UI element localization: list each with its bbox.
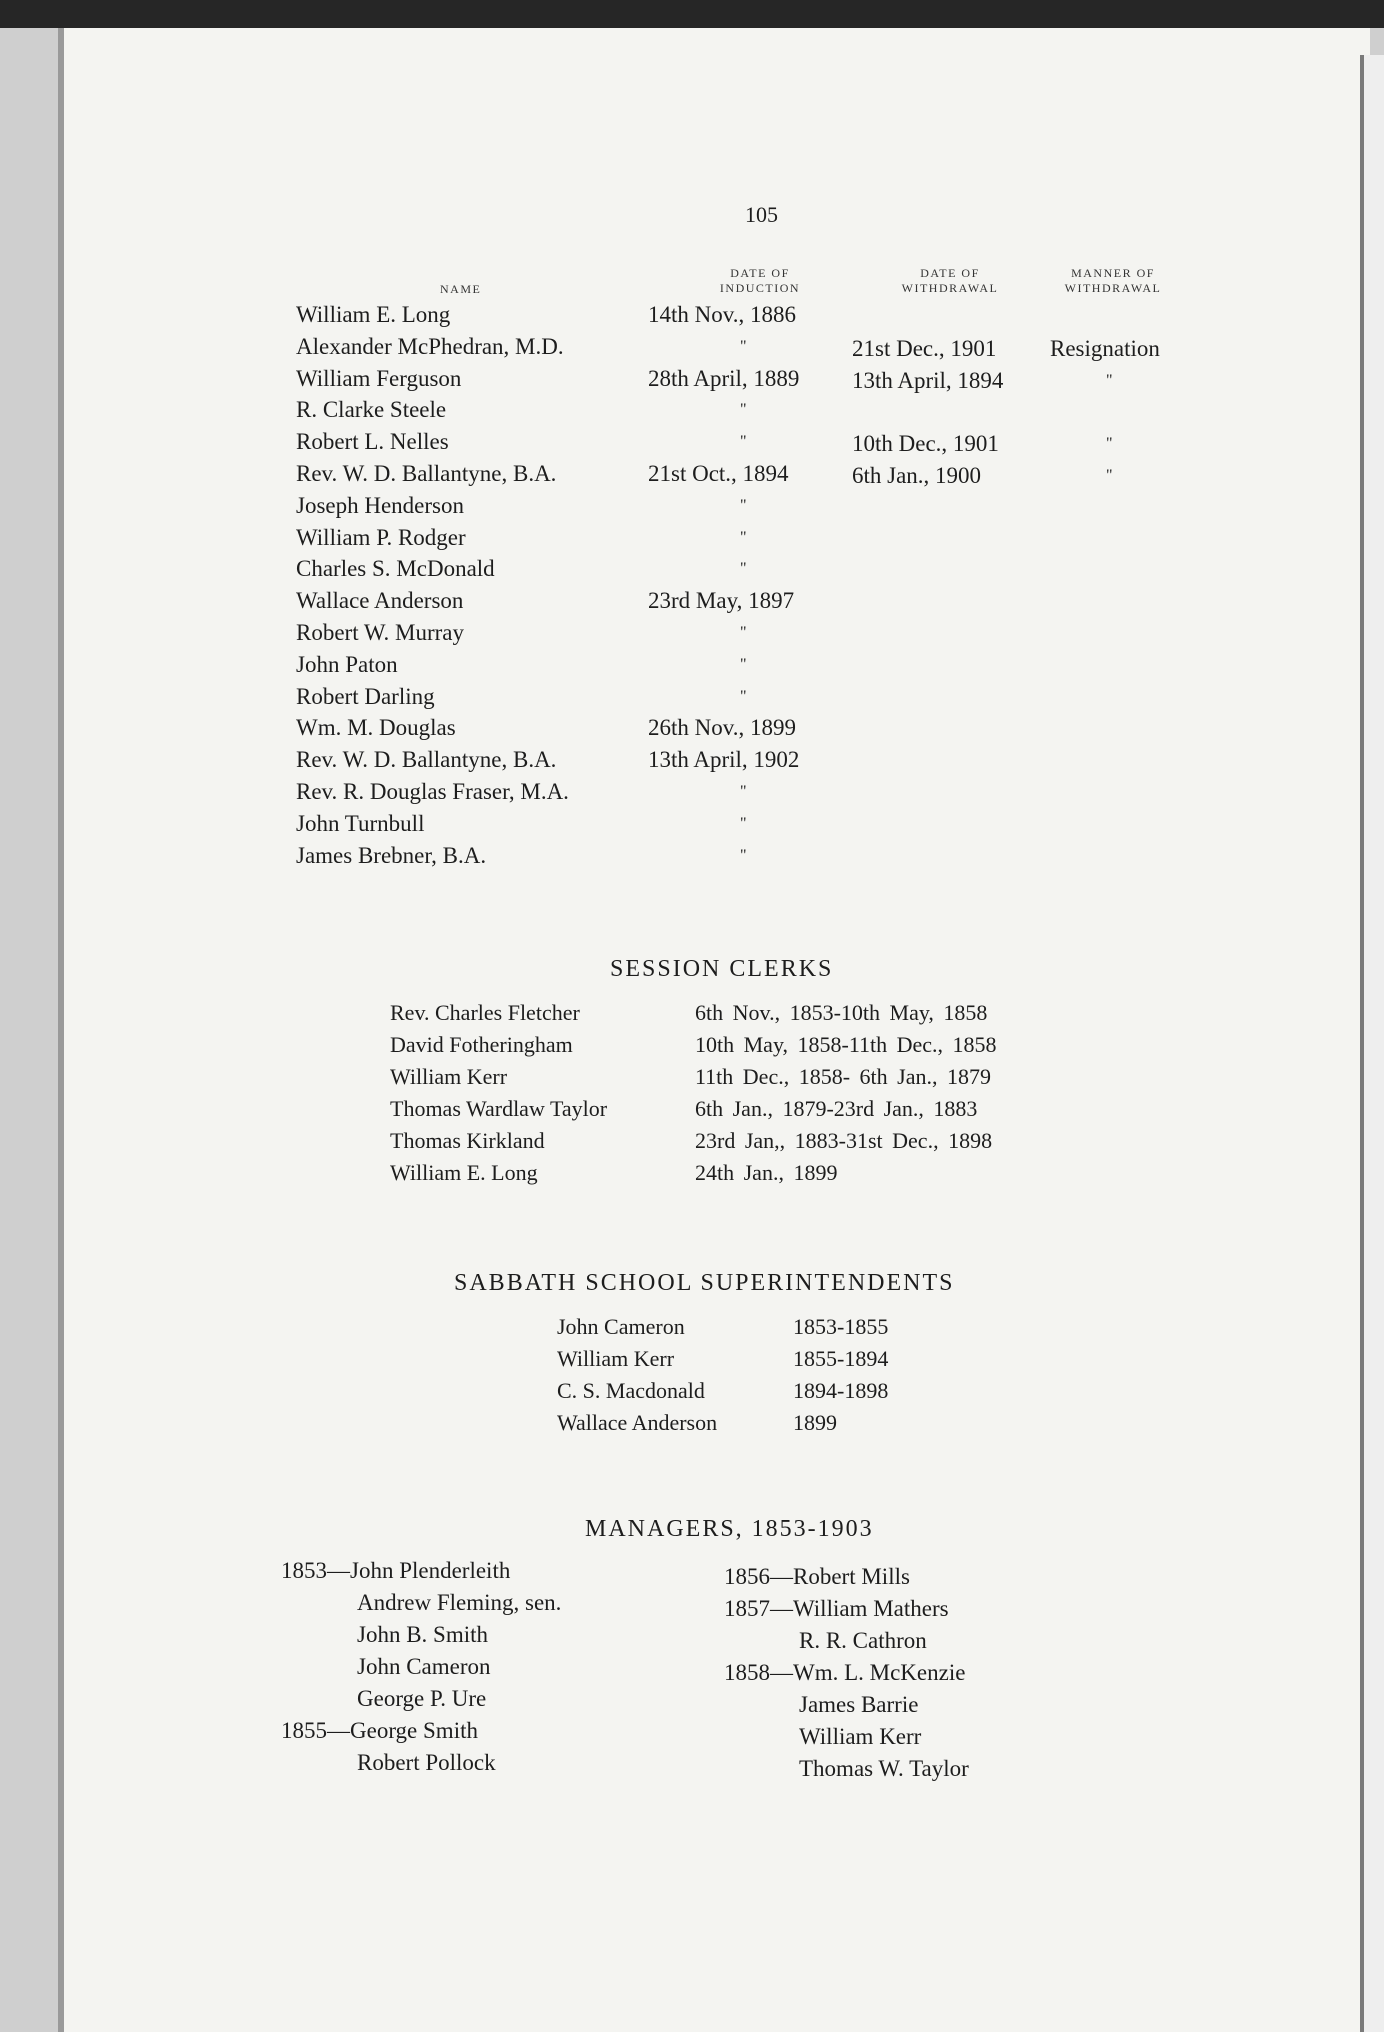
clerk-name: Thomas Kirkland: [390, 1128, 545, 1153]
manager-left-entry: 1855—George Smith: [281, 1718, 478, 1743]
member-induction: ": [740, 401, 747, 419]
superintendent-name: John Cameron: [557, 1314, 685, 1339]
header-withdrawal-line1: DATE OF: [920, 266, 980, 280]
header-manner-line2: WITHDRAWAL: [1064, 281, 1162, 295]
superintendent-years: 1855-1894: [793, 1346, 889, 1371]
superintendent-name: William Kerr: [557, 1346, 675, 1371]
clerk-dates: 24th Jan., 1899: [695, 1160, 838, 1185]
member-withdrawal: 6th Jan., 1900: [852, 463, 982, 488]
manager-right-entry: 1856—Robert Mills: [724, 1564, 910, 1589]
manager-left-entry: George P. Ure: [357, 1686, 487, 1711]
member-name: James Brebner, B.A.: [296, 842, 487, 868]
manager-left-entry: John B. Smith: [357, 1622, 489, 1647]
member-name: Rev. W. D. Ballantyne, B.A.: [296, 747, 557, 773]
header-induction: [700, 266, 820, 296]
member-name: Alexander McPhedran, M.D.: [296, 333, 564, 359]
manager-left-entry: John Cameron: [357, 1654, 491, 1679]
member-induction: ": [740, 496, 747, 514]
superintendent-years: 1853-1855: [793, 1314, 889, 1339]
manager-right-entry: 1858—Wm. L. McKenzie: [724, 1660, 966, 1685]
sabbath-school-title: SABBATH SCHOOL SUPERINTENDENTS: [454, 1270, 955, 1296]
member-induction: 13th April, 1902: [648, 747, 800, 773]
member-induction: ": [740, 433, 747, 451]
header-withdrawal-line2: WITHDRAWAL: [901, 281, 999, 295]
member-name: Robert L. Nelles: [296, 429, 449, 455]
member-manner: ": [1106, 467, 1113, 484]
clerk-dates: 10th May, 1858-11th Dec., 1858: [695, 1032, 997, 1057]
member-induction: ": [740, 814, 747, 832]
member-induction: ": [740, 846, 747, 864]
member-name: William E. Long: [296, 302, 451, 327]
session-clerks-title: SESSION CLERKS: [610, 956, 834, 982]
member-name: Wm. M. Douglas: [296, 715, 456, 741]
member-induction: ": [740, 560, 747, 578]
member-manner: ": [1106, 371, 1113, 389]
manager-left-entry: Robert Pollock: [357, 1750, 496, 1775]
member-name: Robert W. Murray: [296, 620, 465, 645]
header-manner: [1048, 266, 1178, 296]
member-name: R. Clarke Steele: [296, 397, 447, 423]
member-withdrawal: 21st Dec., 1901: [852, 335, 997, 361]
member-induction: ": [740, 783, 747, 800]
book-page: [58, 28, 1370, 2032]
clerk-name: William E. Long: [390, 1160, 538, 1185]
member-withdrawal: 10th Dec., 1901: [852, 431, 999, 457]
member-induction: ": [740, 687, 747, 705]
member-induction: 28th April, 1889: [648, 365, 800, 391]
clerk-name: David Fotheringham: [390, 1032, 573, 1057]
clerk-dates: 6th Nov., 1853-10th May, 1858: [695, 1000, 988, 1025]
member-name: Robert Darling: [296, 683, 435, 709]
member-induction: 26th Nov., 1899: [648, 715, 797, 741]
superintendent-years: 1899: [793, 1410, 837, 1435]
member-withdrawal: 13th April, 1894: [852, 367, 1004, 393]
clerk-dates: 6th Jan., 1879-23rd Jan., 1883: [695, 1096, 978, 1121]
member-manner: ": [1106, 435, 1113, 453]
manager-right-entry: R. R. Cathron: [799, 1628, 927, 1653]
manager-left-entry: Andrew Fleming, sen.: [357, 1590, 562, 1615]
member-induction: ": [740, 528, 747, 546]
manager-right-entry: 1857—William Mathers: [724, 1596, 949, 1621]
header-manner-line1: MANNER OF: [1071, 266, 1155, 280]
manager-right-entry: James Barrie: [799, 1692, 919, 1717]
superintendent-name: C. S. Macdonald: [557, 1378, 705, 1403]
manager-right-entry: William Kerr: [799, 1724, 922, 1749]
member-name: John Turnbull: [296, 810, 425, 836]
member-name: Charles S. McDonald: [296, 556, 495, 582]
clerk-name: Rev. Charles Fletcher: [390, 1000, 580, 1025]
member-name: Rev. R. Douglas Fraser, M.A.: [296, 779, 569, 804]
superintendent-name: Wallace Anderson: [557, 1410, 718, 1435]
header-induction-line2: INDUCTION: [719, 281, 801, 295]
scan-top-edge: [0, 0, 1384, 28]
member-name: Joseph Henderson: [296, 492, 464, 518]
member-manner: Resignation: [1050, 335, 1160, 361]
member-name: Wallace Anderson: [296, 588, 464, 614]
clerk-dates: 11th Dec., 1858- 6th Jan., 1879: [695, 1064, 991, 1089]
manager-left-entry: 1853—John Plenderleith: [281, 1558, 511, 1583]
member-induction: ": [740, 337, 747, 355]
member-name: Rev. W. D. Ballantyne, B.A.: [296, 461, 557, 486]
clerk-name: William Kerr: [390, 1064, 508, 1089]
member-induction: 23rd May, 1897: [648, 588, 795, 614]
member-induction: ": [740, 655, 747, 673]
member-induction: ": [740, 624, 747, 641]
header-withdrawal: [880, 266, 1020, 296]
page-number: 105: [745, 202, 778, 227]
header-induction-line1: DATE OF: [730, 266, 790, 280]
scan-right-edge: [1360, 55, 1384, 2032]
member-name: William Ferguson: [296, 365, 462, 391]
member-name: William P. Rodger: [296, 524, 466, 550]
member-name: John Paton: [296, 651, 398, 677]
clerk-dates: 23rd Jan,, 1883-31st Dec., 1898: [695, 1128, 993, 1153]
superintendent-years: 1894-1898: [793, 1378, 889, 1403]
member-induction: 14th Nov., 1886: [648, 302, 797, 327]
managers-title: MANAGERS, 1853-1903: [585, 1516, 874, 1542]
member-induction: 21st Oct., 1894: [648, 461, 789, 486]
header-name: NAME: [440, 282, 482, 296]
manager-right-entry: Thomas W. Taylor: [799, 1756, 969, 1781]
clerk-name: Thomas Wardlaw Taylor: [390, 1096, 608, 1121]
